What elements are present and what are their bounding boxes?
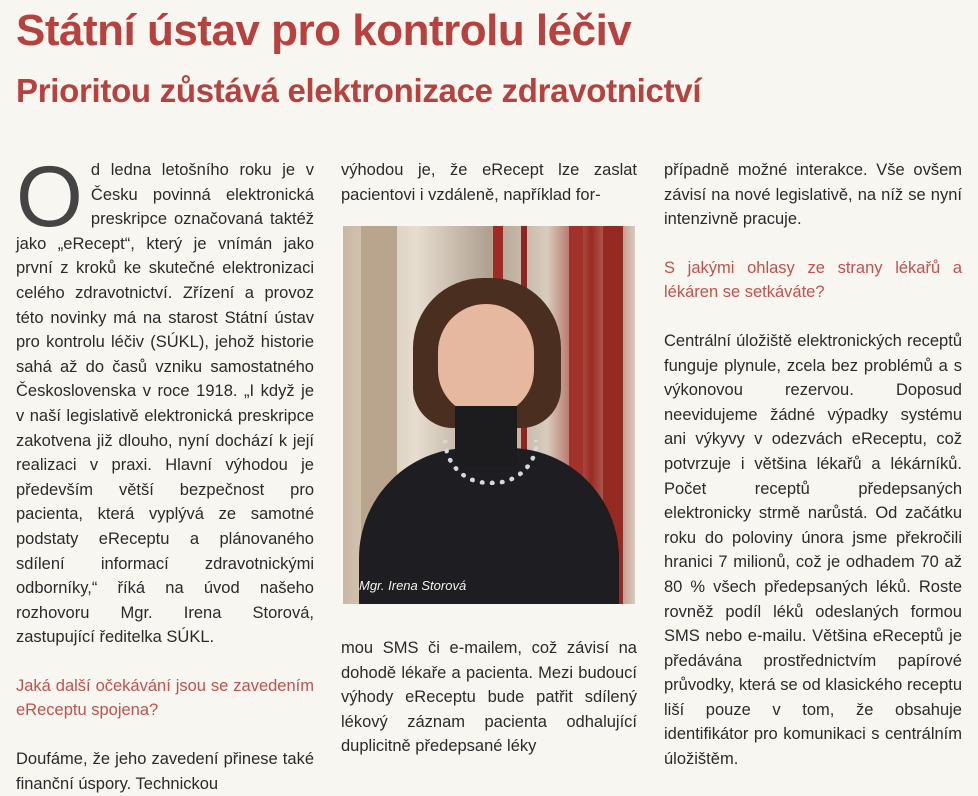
figure-face [438, 304, 534, 416]
photo-caption: Mgr. Irena Storová [359, 578, 467, 593]
article-title: Státní ústav pro kontrolu léčiv [16, 6, 632, 55]
column-2-top [341, 158, 637, 207]
column-3-top-text: případně možné interakce. Vše ovšem závisí na nové legislativě, na níž se nyní intenzivně pracuje. [664, 161, 962, 229]
intro-paragraph: d ledna letošního roku je v Česku povinná elektronická preskripce označovaná taktéž jako „eRecept“, který je vnímán jako první z kroků ke skutečné elektronizaci celého zdravotnictví. Zřízení a provoz této novinky má na starost Státní ústav pro kontrolu léčiv (SÚKL), jehož historie sahá až do časů vzniku samostatného Československa v roce 1918. „I když je v naší legislativě elektronická preskripce zakotvena již dlouho, nyní dochází k její realizaci v praxi. Hlavní výhodou je především větší bezpečnost pro pacienta, která vyplývá ze samotné podstaty eReceptu a plánovaného sdílení informací zdravotnickými odborníky,“ říká na úvod našeho rozhovoru Mgr. Irena Storová, zastupující ředitelka SÚKL. [16, 161, 314, 647]
column-2-bottom-text: mou SMS či e-mailem, což závisí na dohodě lékaře a pacienta. Mezi budoucí výhody eReceptu bude patřit sdílený lékový záznam pacienta odhalující duplicitně předepsané léky [341, 639, 637, 756]
column-3 [664, 158, 962, 772]
question-1: Jaká další očekávání jsou se zavedením eReceptu spojena? [16, 676, 314, 720]
portrait-photo [343, 226, 635, 604]
article-subtitle: Prioritou zůstává elektronizace zdravotnictví [16, 72, 702, 109]
question-2: S jakými ohlasy ze strany lékařů a lékáren se setkáváte? [664, 258, 962, 302]
drop-cap: O [16, 149, 83, 245]
column-1 [16, 149, 314, 796]
column-2-bottom [341, 636, 637, 759]
answer-2: Centrální úložiště elektronických receptů funguje plynule, zcela bez problémů a s výkonovou rezervou. Doposud neevidujeme žádné výpadky systému ani výkyvy v odezvách eReceptu, což potvrzuje i většina lékařů a lékárníků. Počet receptů předepsaných elektronicky strmě narůstá. Od začátku roku do poloviny února jsme překročili hranici 7 milionů, což je odhadem 70 až 80 % všech předepsaných léků. Roste rovněž podíl léků odeslaných formou SMS nebo e-mailu. Většina eReceptů je předávána prostřednictvím papírové průvodky, která se od klasického receptu liší pouze v tom, že obsahuje identifikátor pro komunikaci s centrálním úložištěm. [664, 331, 962, 769]
column-2-top-text: výhodou je, že eRecept lze zaslat pacientovi i vzdáleně, například for- [341, 161, 637, 204]
answer-1-start: Doufáme, že jeho zavedení přinese také finanční úspory. Technickou [16, 750, 314, 793]
